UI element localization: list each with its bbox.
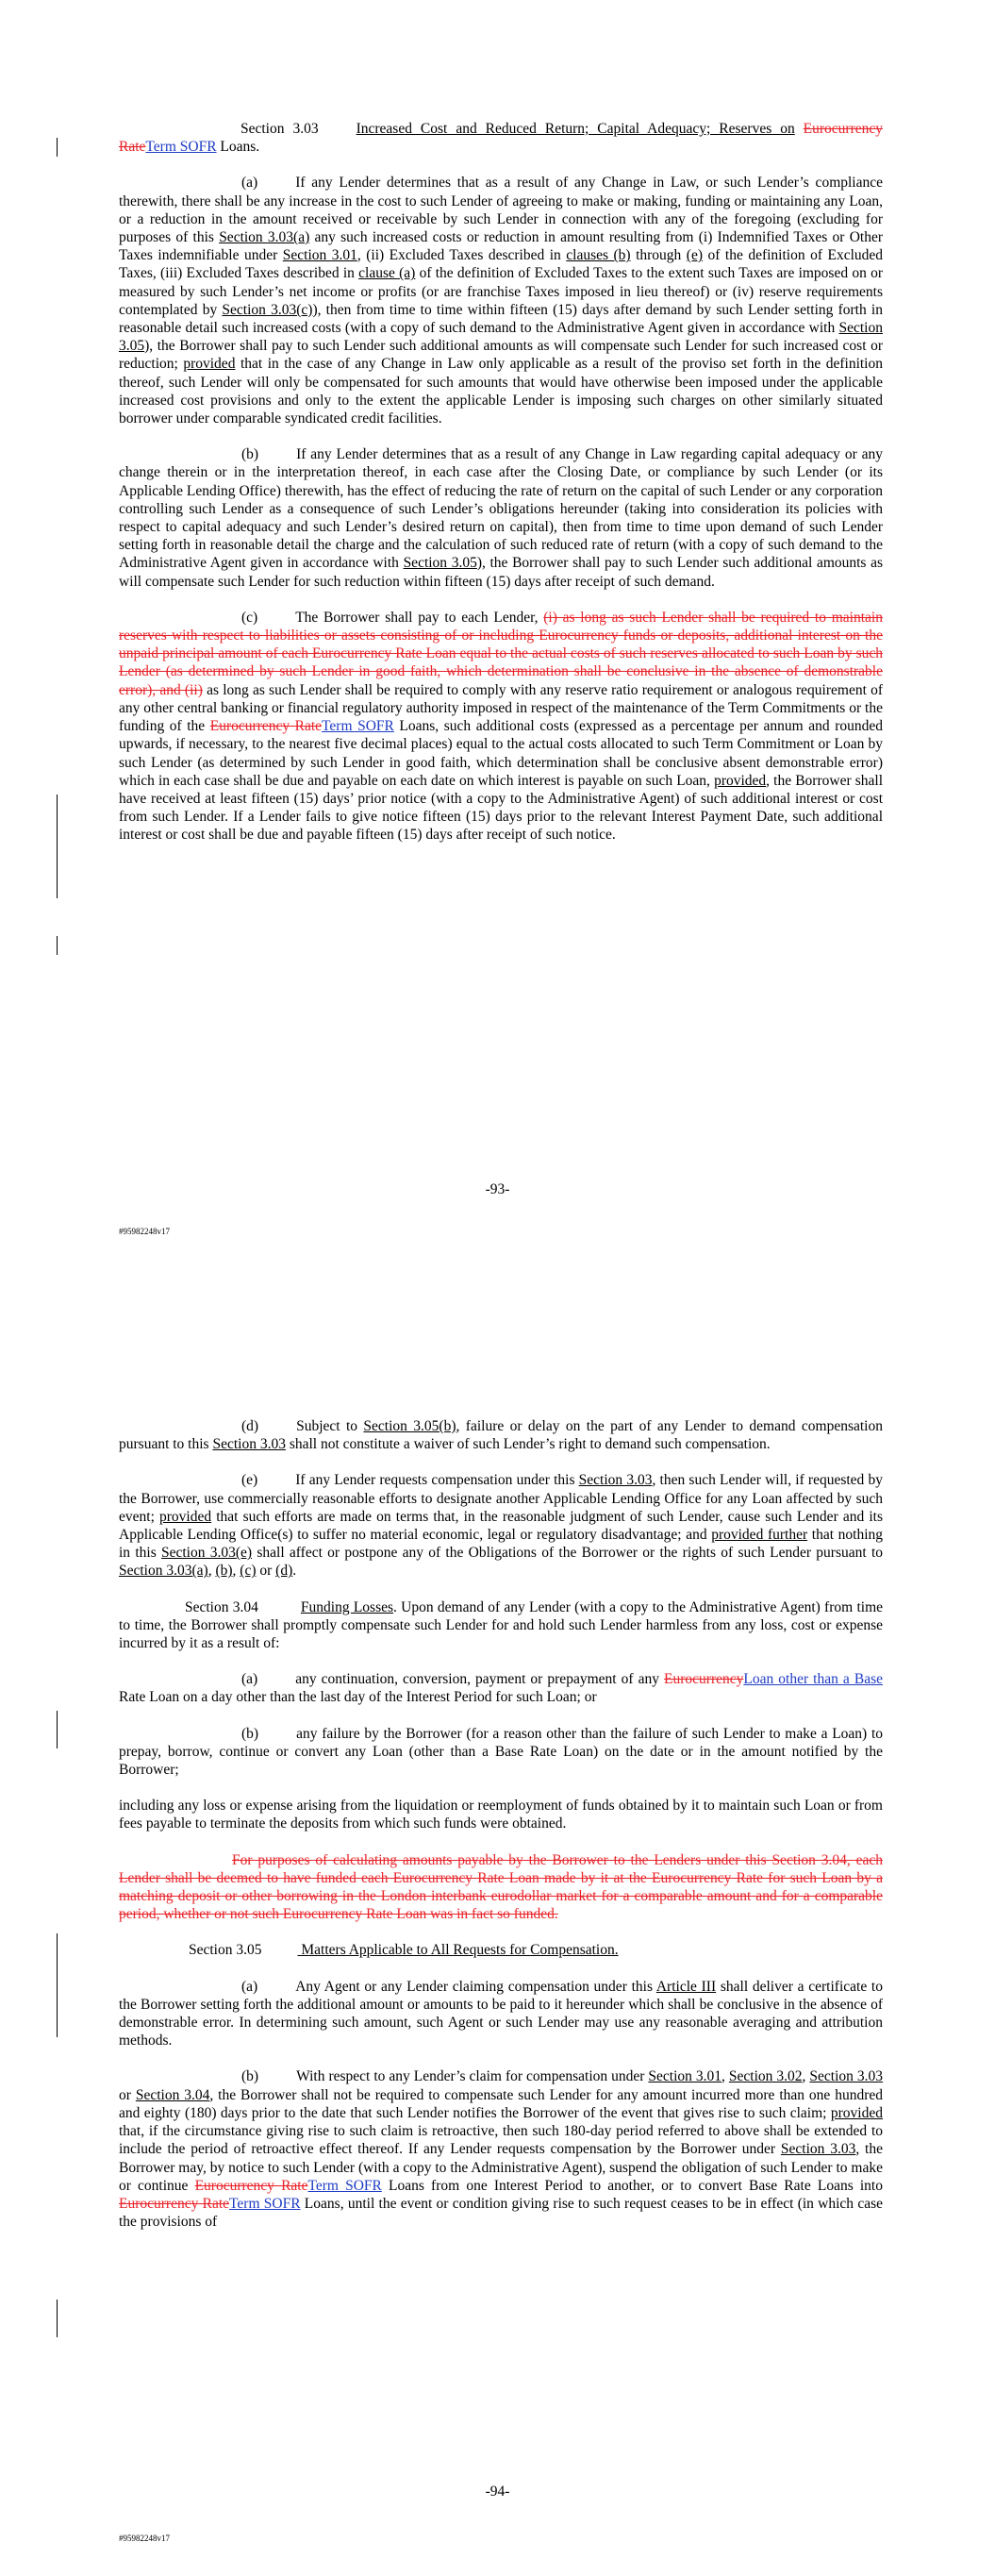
section-title: Funding Losses [300, 1598, 394, 1615]
section-3-03-continued [119, 1417, 883, 2231]
text-run: , [802, 2068, 810, 2085]
cross-reference: provided further [711, 1527, 808, 1544]
change-bar [57, 936, 58, 955]
section-number: Section 3.04 [185, 1598, 258, 1615]
text-run: , [232, 1563, 240, 1580]
deleted-text: (i) as long as such Lender shall be required to maintain reserves with respect to liabilities or assets consisting of or including Eurocurrency funds or deposits, additional interest on the unpaid principal amount of each Eurocurrency Rate Loan equal to the actual costs of such reserves allocated to such Loan by such Lender (as determined by such Lender in good faith, which determination shall be conclusive in the absence of demonstrable error), and (ii) [119, 609, 883, 698]
text-run: , failure or delay on the part of any Lender to demand compensation pursuant to this [119, 1418, 883, 1453]
text-run: , the Borrower shall have received at least fifteen (15) days’ prior notice (with a copy to the Administrative Agent) of such additional interest or cost from such Lender. If a Lender fails to give notice fifteen (15) days prior to the relevant Interest Payment Date, such additional interest or cost shall be due and payable fifteen (15) days after receipt of such notice. [119, 772, 884, 844]
cross-reference: Section 3.03 [780, 2141, 856, 2158]
cross-reference: clause (a) [358, 265, 416, 282]
cross-reference: Section 3.01 [648, 2068, 722, 2085]
deleted-text: Eurocurrency Rate [119, 2195, 230, 2212]
change-bar [57, 1933, 58, 2037]
text-run: ), the Borrower shall pay to such Lender such additional amounts as will compensate such Lender for such reduction within fifteen (15) days after receipt of such demand. [119, 555, 884, 590]
page-number: -94- [485, 2484, 510, 2500]
text-run: ), the Borrower shall pay to such Lender such additional amounts as will compensate such Lender for such increased cost or reduction; [119, 338, 883, 373]
clause-label: (a) [241, 1671, 258, 1688]
cross-reference: Section 3.03 [212, 1436, 286, 1453]
clause-label: (e) [241, 1472, 258, 1489]
cross-reference: (b) [215, 1563, 233, 1580]
text-run: , [207, 1563, 216, 1580]
clause-label: (d) [241, 1418, 259, 1434]
deleted-text: Eurocurrency Rate [209, 718, 323, 735]
text-run: , the Borrower may, by notice to such Lender (with a copy to the Administrative Agent), suspend the obligation of such Lender to make or continue [119, 2141, 883, 2194]
text-run: that nothing in this [119, 1527, 883, 1562]
text-run: If any Lender determines that as a result of any Change in Law regarding capital adequacy or any change therein or in the interpretation thereof, in each case after the Closing Date, or compliance by such Lender (or its Applicable Lending Office) therewith, has the effect of reducing the rate of return on the capital of such Lender or any corporation controlling such Lender as a consequence of such Lender’s obligations hereunder (taking into consideration its policies with respect to capital adequacy and such Lender’s desired return on capital), then from time to time upon demand of such Lender setting forth in reasonable detail the charge and the calculation of such reduced rate of return (with a copy of such demand to the Administrative Agent given in accordance with [119, 446, 883, 572]
cross-reference: Section 3.03(a) [119, 1563, 208, 1580]
section-3-05-heading [119, 1941, 883, 1959]
text-run: , then such Lender will, if requested by the Borrower, use commercially reasonable efforts to designate another Applicable Lending Office for any Loan affected by such event; [119, 1472, 883, 1525]
cross-reference: Section 3.03(e) [161, 1545, 253, 1562]
text-run: If any Lender determines that as a result of any Change in Law, or such Lender’s compliance therewith, there shall be any increase in the cost to such Lender of agreeing to make or making, funding or maintaining any Loan, or a reduction in the amount received or receivable by such Lender in connection with any of the foregoing (excluding for purposes of this [119, 175, 883, 246]
text-run: , [721, 2068, 729, 2085]
cross-reference: provided [183, 356, 236, 373]
page-number: -93- [485, 1181, 510, 1197]
page-94 [0, 1288, 995, 2576]
cross-reference: Section 3.01 [282, 247, 357, 264]
text-run: that such efforts are made on terms that, in the reasonable judgment of such Lender, cause such Lender and its Applicable Lending Office(s) to suffer no material economic, legal or regulatory disadvantage; and [119, 1508, 883, 1544]
text-run: any such increased costs or reduction in amount resulting from (i) Indemnified Taxes or Other Taxes indemnifiable under [119, 229, 883, 264]
cross-reference: Section 3.03 [809, 2068, 884, 2085]
document-id: #95982248v17 [119, 1227, 170, 1236]
text-run: Rate Loan on a day other than the last day of the Interest Period for such Loan; or [119, 1689, 597, 1706]
paragraph-b [119, 445, 883, 591]
clause-label: (b) [241, 2068, 259, 2085]
clause-label: (a) [241, 175, 258, 192]
text-run: that, if the circumstance giving rise to such claim is retroactive, then such 180-day period referred to above shall be extended to include the period of retroactive effect thereof. If any Lender requests compensation by the Borrower under [119, 2123, 883, 2158]
cross-reference: provided [159, 1508, 212, 1525]
cross-reference: (e) [686, 247, 703, 264]
text-run: The Borrower shall pay to each Lender, [295, 609, 544, 626]
section-3-05-b [119, 2067, 883, 2231]
clause-label: (a) [241, 1978, 258, 1995]
text-run: Loans from one Interest Period to another, or to convert Base Rate Loans into [381, 2177, 883, 2194]
deleted-paragraph [119, 1851, 883, 1924]
cross-reference: Section 3.03 [578, 1472, 653, 1489]
inserted-text: Term SOFR [145, 139, 217, 156]
paragraph-d [119, 1417, 883, 1453]
inserted-text: Term SOFR [307, 2177, 382, 2194]
change-bar [57, 1711, 58, 1748]
text-run: as long as such Lender shall be required to comply with any reserve ratio requirement or analogous requirement of any other central banking or financial regulatory authority imposed in respect of the maintenance of the Term Commitments or the funding of the [119, 681, 883, 735]
text-run: . Upon demand of any Lender (with a copy to the Administrative Agent) from time to time, the Borrower shall promptly compensate such Lender for and hold such Lender harmless from any loss, cost or expense incurred by it as a result of: [119, 1598, 884, 1652]
paragraph-a [119, 174, 883, 427]
text-run: ), then from time to time within fifteen (15) days after demand by such Lender setting forth in reasonable detail such increased costs (with a copy of such demand to the Administrative Agent given in accordance with [119, 301, 883, 337]
text-run: Loans. [216, 139, 260, 156]
including-clause: including any loss or expense arising from the liquidation or reemployment of funds obtained by it to maintain such Loan or from fees payable to terminate the deposits from which such funds were obtained. [119, 1798, 883, 1832]
cross-reference: Article III [655, 1978, 717, 1995]
paragraph-c [119, 609, 883, 845]
change-bar [57, 795, 58, 898]
clause-label: (c) [241, 609, 258, 626]
section-3-05-a [119, 1978, 883, 2050]
text-run: or [256, 1563, 276, 1580]
text-run: any failure by the Borrower (for a reason other than the failure of such Lender to make a Loan) to prepay, borrow, continue or convert any Loan (other than a Base Rate Loan) on the date or in the amount notified by the Borrower; [119, 1725, 883, 1779]
deleted-text: Eurocurrency [664, 1671, 744, 1688]
cross-reference: Section 3.04 [135, 2086, 210, 2103]
change-bar [57, 138, 58, 157]
section-3-04-a [119, 1670, 883, 1706]
text-run: Subject to [296, 1418, 364, 1434]
text-run: of the definition of Excluded Taxes to the extent such Taxes are imposed on or measured by such Lender’s net income or profits (or are franchise Taxes imposed in lieu thereof) or (iv) reserve requirements contemplated by [119, 265, 883, 318]
text-run: If any Lender requests compensation under this [295, 1472, 579, 1489]
text-run: With respect to any Lender’s claim for compensation under [296, 2068, 649, 2085]
cross-reference: Section 3.03(c) [222, 301, 313, 318]
text-run: Loans, such additional costs (expressed as a percentage per annum and rounded upwards, if necessary, to the nearest five decimal places) equal to the actual costs allocated to such Term Commitment or Loan by such Lender (as determined by such Lender in good faith, which determination shall be conclusive absent demonstrable error) which in each case shall be due and payable on each date on which interest is payable on such Loan, [119, 718, 883, 789]
inserted-text: Term SOFR [229, 2195, 301, 2212]
deleted-text: For purposes of calculating amounts payable by the Borrower to the Lenders under this Section 3.04, each Lender shall be deemed to have funded each Eurocurrency Rate Loan made by it at the Eurocurrency Rate for such Loan by a matching deposit or other borrowing in the London interbank eurodollar market for a comparable amount and for a comparable period, whether or not such Eurocurrency Rate Loan was in fact so funded. [119, 1851, 883, 1923]
section-3-03 [119, 120, 883, 845]
section-title: Increased Cost and Reduced Return; Capital Adequacy; Reserves on [356, 121, 795, 137]
cross-reference: Section 3.05 [119, 320, 883, 355]
cross-reference: provided [714, 772, 767, 789]
section-3-03-heading [119, 120, 883, 156]
cross-reference: Section 3.05(b) [363, 1418, 456, 1434]
cross-reference: provided [830, 2104, 883, 2121]
text-run: . [292, 1563, 297, 1580]
clause-label: (b) [241, 446, 259, 463]
deleted-text: Eurocurrency Rate [194, 2177, 308, 2194]
text-run: shall not constitute a waiver of such Lender’s right to demand such compensation. [285, 1436, 771, 1453]
text-run: shall deliver a certificate to the Borrower setting forth the additional amount or amounts to be paid to it hereunder which shall be conclusive in the absence of demonstrable error. In determining such amount, such Agent or such Lender may use any reasonable averaging and attribution methods. [119, 1978, 883, 2049]
section-number: Section 3.05 [189, 1942, 262, 1959]
section-3-04 [119, 1598, 883, 1653]
text-run: shall affect or postpone any of the Obligations of the Borrower or the rights of such Lender pursuant to [252, 1545, 883, 1562]
text-run: , (ii) Excluded Taxes described in [357, 247, 567, 264]
cross-reference: Section 3.05 [403, 555, 477, 572]
section-title: Matters Applicable to All Requests for Compensation. [297, 1942, 619, 1959]
clause-label: (b) [241, 1725, 259, 1742]
cross-reference: clauses (b) [566, 247, 631, 264]
section-3-04-b [119, 1725, 883, 1780]
cross-reference: Section 3.03(a) [219, 229, 310, 246]
document-id: #95982248v17 [119, 2534, 170, 2543]
cross-reference: (d) [275, 1563, 293, 1580]
text-run: that in the case of any Change in Law only applicable as a result of the proviso set forth in the definition thereof, such Lender will only be compensated for such amounts that would have otherwise been imposed under the applicable increased cost provisions and only to the extent the applicable Lender is imposing such charges on other similarly situated borrower under comparable syndicated credit facilities. [119, 356, 883, 427]
text-run: of the definition of Excluded Taxes, (iii) Excluded Taxes described in [119, 247, 884, 282]
deleted-text: Eurocurrency Rate [119, 121, 884, 156]
section-number: Section 3.03 [240, 121, 319, 137]
text-run: , the Borrower shall not be required to compensate such Lender for any amount incurred more than one hundred and eighty (180) days prior to the date that such Lender notifies the Borrower of the event that gives rise to such claim; [119, 2086, 883, 2121]
cross-reference: Section 3.02 [728, 2068, 803, 2085]
text-run: through [630, 247, 687, 264]
change-bar [57, 2300, 58, 2337]
text-run: Any Agent or any Lender claiming compensation under this [295, 1978, 656, 1995]
text-run: any continuation, conversion, payment or prepayment of any [295, 1671, 665, 1688]
text-run: Loans, until the event or condition giving rise to such request ceases to be in effect (in which case the provisions of [119, 2195, 883, 2231]
inserted-text: Term SOFR [322, 718, 394, 735]
cross-reference: (c) [240, 1563, 257, 1580]
text-run: or [119, 2086, 136, 2103]
inserted-text: Loan other than a Base [743, 1671, 883, 1688]
paragraph-e [119, 1471, 883, 1580]
